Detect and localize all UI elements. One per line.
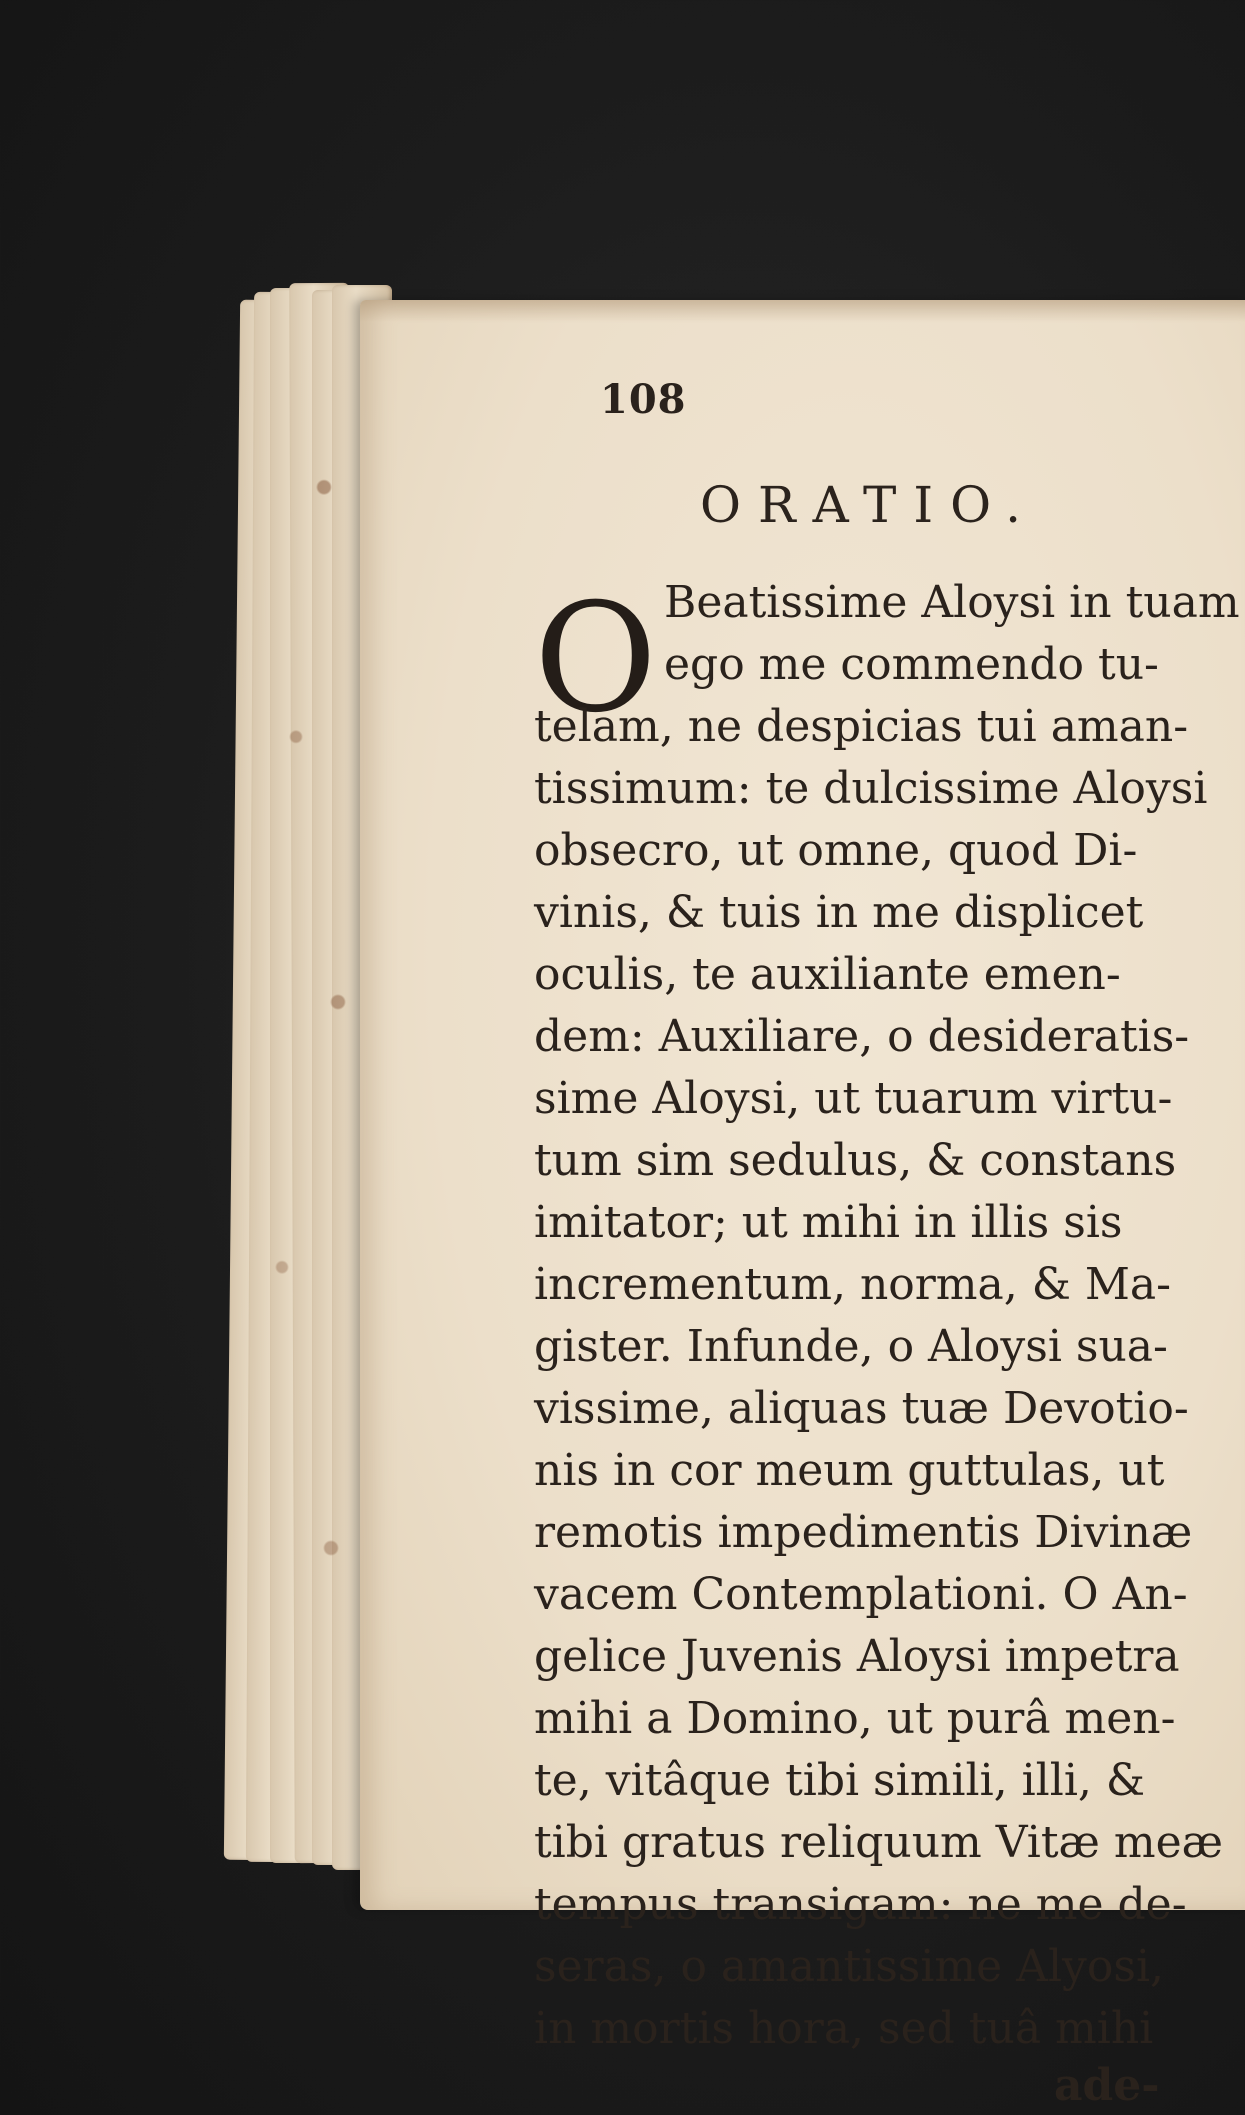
text-line: obsecro, ut omne, quod Di-: [534, 825, 1138, 876]
text-line: tissimum: te dulcissime Aloysi: [534, 763, 1208, 814]
text-line: imitator; ut mihi in illis sis: [534, 1197, 1123, 1248]
text-line: vacem Contemplationi. O An-: [534, 1569, 1188, 1620]
text-line: nis in cor meum guttulas, ut: [534, 1445, 1165, 1496]
text-line: mihi a Domino, ut purâ men-: [534, 1693, 1176, 1744]
text-line: dem: Auxiliare, o desideratis-: [534, 1011, 1190, 1062]
text-line: te, vitâque tibi simili, illi, &: [534, 1755, 1146, 1806]
drop-cap: O: [534, 572, 657, 746]
text-line: sime Aloysi, ut tuarum virtu-: [534, 1073, 1173, 1124]
text-line: tempus transigam: ne me de-: [534, 1879, 1187, 1930]
text-line: in mortis hora, sed tuâ mihi: [534, 2003, 1154, 2054]
text-line: oculis, te auxiliante emen-: [534, 949, 1121, 1000]
text-line: vissime, aliquas tuæ Devotio-: [534, 1383, 1189, 1434]
text-line: Beatissime Aloysi in tuam: [664, 577, 1240, 628]
text-line: vinis, & tuis in me displicet: [534, 887, 1144, 938]
text-line: gelice Juvenis Aloysi impetra: [534, 1631, 1180, 1682]
page-number: 108: [600, 376, 687, 423]
text-line: tibi gratus reliquum Vitæ meæ: [534, 1817, 1223, 1868]
text-line: ego me commendo tu-: [664, 639, 1159, 690]
text-line: tum sim sedulus, & constans: [534, 1135, 1177, 1186]
text-line: seras, o amantissime Alyosi,: [534, 1941, 1165, 1992]
text-line: telam, ne despicias tui aman-: [534, 701, 1189, 752]
catchword: ade-: [1054, 2060, 1160, 2111]
text-line: incrementum, norma, & Ma-: [534, 1259, 1172, 1310]
text-line: gister. Infunde, o Aloysi sua-: [534, 1321, 1168, 1372]
text-line: remotis impedimentis Divinæ: [534, 1507, 1193, 1558]
prayer-heading: ORATIO.: [700, 476, 1039, 534]
